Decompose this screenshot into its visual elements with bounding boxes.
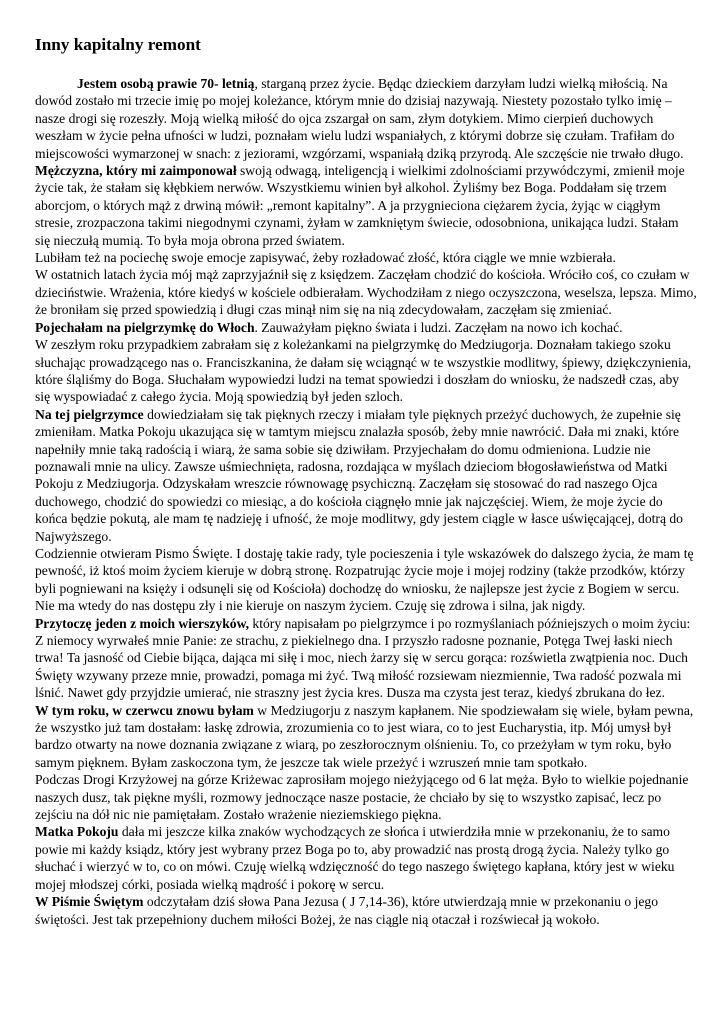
- paragraph-text: , starganą przez życie. Będąc dzieckiem darzyłam ludzi wielką miłością. Na dowód zostało mi trzecie imię po mojej koleżance, którym mnie do dzisiaj nazywają. Niestety pozostało tylko imię – nasze drogi się rozeszły. Moją wielką miłość do ojca zszargał on sam, złym dotykiem. Mimo cierpień duchowych weszłam w życie pełna ufności w ludzi, poznałam wielu ludzi wspaniałych, z którymi dobrze się czułam. Trafiłam do miejscowości wymarzonej w snach: z jeziorami, wzgórzami, wspaniałą dziką przyrodą. Ale szczęście nie trwało długo.: [35, 76, 684, 161]
- paragraph-text: Podczas Drogi Krzyżowej na górze Kriżewac zaprosiłam mojego nieżyjącego od 6 lat męża. Było to wielkie pojednanie naszych dusz, tak piękne myśli, rozmowy jednoczące nasze postacie, że chciało by się to wszystko zapisać, lecz po zejściu na dół nic nie pamiętałam. Zostało wrażenie nieziemskiego piękna.: [35, 772, 689, 823]
- paragraph-lead: W Piśmie Świętym: [35, 894, 144, 910]
- paragraph-3: [35, 249, 697, 266]
- document-page: [35, 34, 697, 928]
- paragraph-text: swoją odwagą, inteligencją i wielkimi zdolnościami przywódczymi, zmienił moje życie tak, że stałam się kłębkiem nerwów. Wszystkiemu winien był alkohol. Żyliśmy bez Boga. Poddałam się trzem aborcjom, o których mąż z drwiną mówił: „remont kapitalny”. A ja przygnieciona ciężarem życia, żyjąc w ciągłym stresie, zrozpaczona takimi niegodnymi czynami, żyłam w zamkniętym świecie, odosobniona, unikająca ludzi. Stałam się nieczułą mumią. To była moja obrona przed światem.: [35, 163, 685, 248]
- paragraph-9: [35, 615, 697, 702]
- paragraph-text: w Medziugorju z naszym kapłanem. Nie spodziewałam się wiele, byłam pewna, że wszystko już tam dostałam: łaskę zdrowia, zrozumienia co to jest wiara, co to jest Eucharystia, itp. Mój umysł był bardzo otwarty na nowe doznania związane z wiarą, po zeszłorocznym olśnieniu. To, co przeżyłam w tym roku, było samym pięknem. Byłam zaskoczona tym, że jeszcze tak wiele przeżyć i wzruszeń mnie tam spotkało.: [35, 702, 694, 770]
- paragraph-8: [35, 545, 697, 615]
- paragraph-1: [35, 75, 697, 162]
- paragraph-lead: W tym roku, w czerwcu znowu byłam: [35, 702, 254, 718]
- paragraph-lead: Matka Pokoju: [35, 824, 119, 840]
- paragraph-2: [35, 162, 697, 249]
- paragraph-text: W ostatnich latach życia mój mąż zaprzyjaźnił się z księdzem. Zaczęłam chodzić do kościoła. Wróciło coś, co czułam w dzieciństwie. Wrażenia, które kiedyś w kościele odbierałam. Wychodziłam z niego oczyszczona, weselsza, lepsza. Mimo, że broniłam się przed spowiedzią i długi czas minął nim się na nią zdecydowałam, zaczęłam się zmieniać.: [35, 267, 697, 318]
- paragraph-text: odczytałam dziś słowa Pana Jezusa ( J 7,14-36), które utwierdzają mnie w przekonaniu o jego świętości. Jest tak przepełniony duchem miłości Bożej, że nas ciągle nią otaczał i rozświecał ją wokoło.: [35, 894, 659, 927]
- paragraph-text: dała mi jeszcze kilka znaków wychodzących ze słońca i utwierdziła mnie w przekonaniu, że to samo powie mi każdy ksiądz, który jest wybrany przez Boga po to, aby prowadzić nas prostą drogą życia. Należy tylko go słuchać i wierzyć w to, co on mówi. Czuję wielką wdzięczność do tego naszego świętego kapłana, który jest w wieku mojej młodszej córki, posiada wielką mądrość i pokorę w sercu.: [35, 824, 675, 892]
- paragraph-lead: Jestem osobą prawie 70- letnią: [77, 76, 255, 91]
- paragraph-4: [35, 266, 697, 318]
- paragraph-lead: Przytoczę jeden z moich wierszyków,: [35, 615, 250, 631]
- paragraph-12: [35, 823, 697, 893]
- paragraph-lead: Mężczyzna, który mi zaimponował: [35, 163, 237, 179]
- paragraph-5: [35, 319, 697, 336]
- paragraph-text: dowiedziałam się tak pięknych rzeczy i miałam tyle pięknych przeżyć duchowych, że zupełnie się zmieniłam. Matka Pokoju ukazująca się w tamtym miejscu znalazła sposób, żeby mnie nawrócić. Dała mi znaki, które napełniły mnie taką radością i wiarą, że sama sobie się dziwiłam. Przyjechałam do domu odmieniona. Ludzie nie poznawali mnie na ulicy. Zawsze uśmiechnięta, radosna, rozdająca w myślach dzieciom błogosławieństwa od Matki Pokoju z Medziugorja. Odzyskałam wreszcie równowagę psychiczną. Zaczęłam się stosować do rad naszego Ojca duchowego, chodzić do spowiedzi co miesiąc, a do kościoła ciągnęło mnie jak najczęściej. Wiem, że moje życie do końca będzie pokutą, ale mam tę nadzieję i ufność, że moje modlitwy, gdy jestem ciągle w łasce uświęcającej, dotrą do Najwyższego.: [35, 406, 683, 544]
- paragraph-text: Lubiłam też na pociechę swoje emocje zapisywać, żeby rozładować złość, która ciągle we mnie wzbierała.: [35, 250, 616, 266]
- paragraph-6: [35, 336, 697, 406]
- paragraph-text: który napisałam po pielgrzymce i po rozmyślaniach późniejszych o moim życiu: Z niemocy wyrwałeś mnie Panie: ze strachu, z piekielnego dna. I przyszło radosne poznanie, Potęga Twej łaski niech trwa! Ta jasność od Ciebie bijąca, dająca mi siłę i moc, niech żarzy się w sercu gorąca: rozświetla zwątpienia noc. Duch Święty wzywany przeze mnie, prowadzi, pomaga mi żyć. Twą miłość rozsiewam niezmiennie, Twa radość pozwala mi lśnić. Nawet gdy przyjdzie umierać, nie straszny jest życia kres. Dusza ma czysta jest teraz, kiedyś zbrukana do łez.: [35, 615, 691, 701]
- paragraph-13: [35, 893, 697, 928]
- paragraph-10: [35, 702, 697, 772]
- paragraph-text: Codziennie otwieram Pismo Święte. I dostaję takie rady, tyle pocieszenia i tyle wskazówek do dalszego życia, że mam tę pewność, iż ktoś moim życiem kieruje w dobrą stronę. Rozpatrując życie moje i mojej rodziny (także przodków, którzy byli pogniewani na księży i odsunęli się od Kościoła) dochodzę do wniosku, że najlepsze jest życie z Bogiem w sercu. Nie ma wtedy do nas dostępu zły i nie kieruje on naszym życiem. Czuję się zdrowa i silna, jak nigdy.: [35, 545, 694, 614]
- paragraph-7: [35, 406, 697, 545]
- paragraph-lead: Pojechałam na pielgrzymkę do Włoch: [35, 319, 255, 335]
- paragraph-text: . Zauważyłam piękno świata i ludzi. Zaczęłam na nowo ich kochać.: [254, 319, 623, 335]
- paragraph-11: [35, 771, 697, 823]
- paragraph-lead: Na tej pielgrzymce: [35, 406, 144, 422]
- paragraph-text: W zeszłym roku przypadkiem zabrałam się z koleżankami na pielgrzymkę do Medziugorja. Doznałam takiego szoku słuchając prowadzącego nas o. Franciszkanina, że dałam się wciągnąć w te wszystkie modlitwy, śpiewy, dziękczynienia, które śląliśmy do Boga. Słuchałam wypowiedzi ludzi na temat spowiedzi i doszłam do wniosku, że nadszedł czas, aby się wyspowiadać z całego życia. Moją spowiedzią był jeden szloch.: [35, 337, 692, 405]
- document-title: Inny kapitalny remont: [35, 35, 201, 54]
